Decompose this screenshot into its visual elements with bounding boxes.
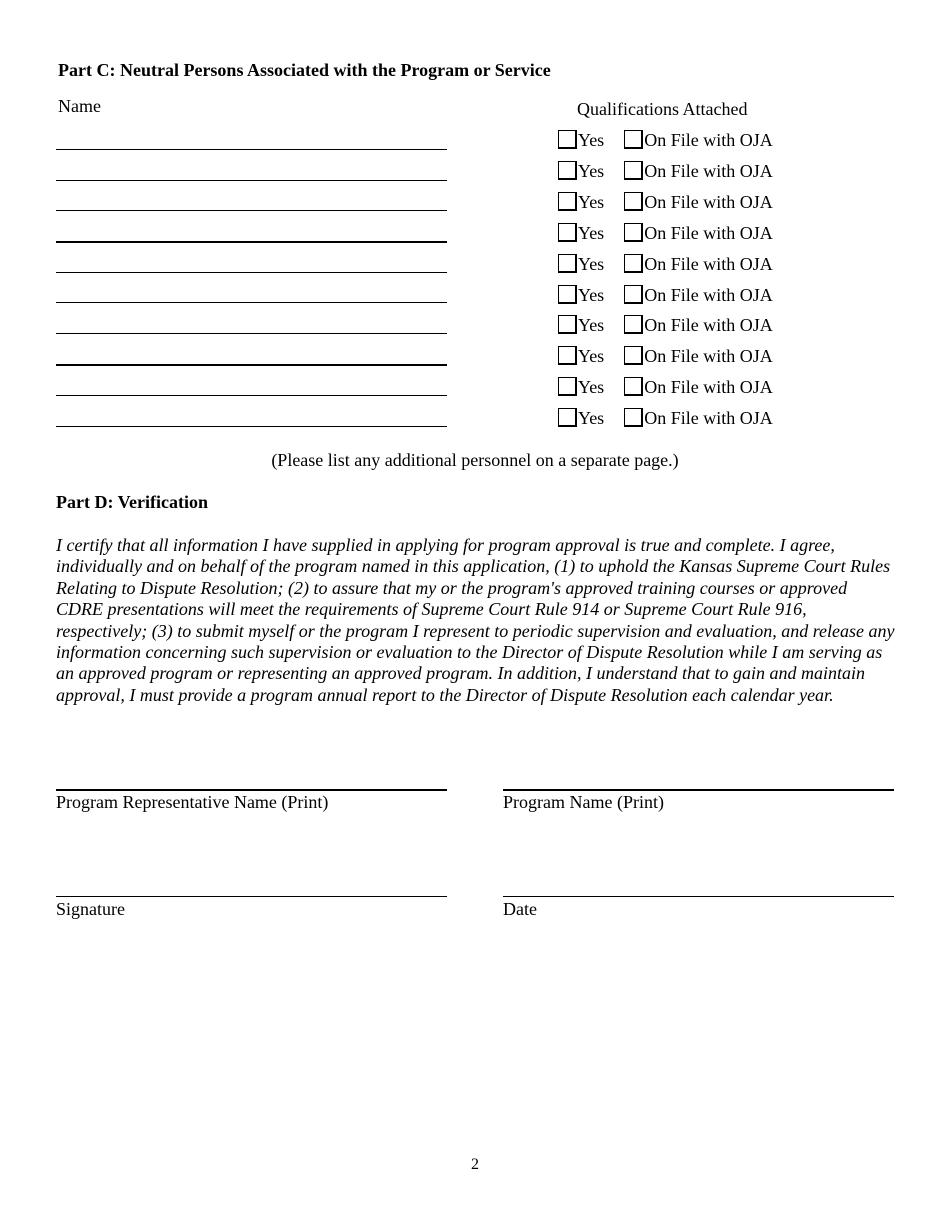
qualification-row	[558, 312, 773, 334]
yes-label: Yes	[578, 285, 605, 305]
yes-checkbox[interactable]	[558, 161, 577, 180]
yes-checkbox[interactable]	[558, 315, 577, 334]
yes-label: Yes	[578, 377, 605, 397]
on-file-label: On File with OJA	[644, 315, 773, 335]
yes-checkbox[interactable]	[558, 254, 577, 273]
yes-checkbox[interactable]	[558, 377, 577, 396]
yes-label: Yes	[578, 346, 605, 366]
on-file-checkbox[interactable]	[624, 285, 643, 304]
signature-line[interactable]	[56, 896, 447, 897]
yes-checkbox[interactable]	[558, 408, 577, 427]
qualification-row	[558, 282, 773, 304]
program-name-line[interactable]	[503, 789, 894, 791]
on-file-checkbox[interactable]	[624, 161, 643, 180]
qualification-row	[558, 220, 773, 242]
name-line[interactable]	[56, 426, 447, 427]
qualifications-column-header: Qualifications Attached	[577, 99, 748, 119]
qualification-row	[558, 127, 773, 149]
yes-label: Yes	[578, 315, 605, 335]
on-file-checkbox[interactable]	[624, 315, 643, 334]
yes-checkbox[interactable]	[558, 192, 577, 211]
name-line[interactable]	[56, 180, 447, 181]
name-line[interactable]	[56, 364, 447, 366]
on-file-checkbox[interactable]	[624, 254, 643, 273]
signature-label: Signature	[56, 899, 125, 919]
on-file-label: On File with OJA	[644, 223, 773, 243]
name-line[interactable]	[56, 210, 447, 211]
yes-checkbox[interactable]	[558, 130, 577, 149]
on-file-label: On File with OJA	[644, 192, 773, 212]
yes-label: Yes	[578, 408, 605, 428]
name-line[interactable]	[56, 272, 447, 273]
yes-label: Yes	[578, 130, 605, 150]
qualification-row	[558, 374, 773, 396]
additional-personnel-note: (Please list any additional personnel on a separate page.)	[271, 450, 679, 470]
rep-name-label: Program Representative Name (Print)	[56, 792, 329, 812]
name-column-header: Name	[58, 96, 101, 116]
part-d-heading: Part D: Verification	[56, 492, 208, 512]
name-line[interactable]	[56, 333, 447, 334]
on-file-label: On File with OJA	[644, 346, 773, 366]
name-line[interactable]	[56, 302, 447, 303]
qualification-row	[558, 189, 773, 211]
name-line[interactable]	[56, 395, 447, 396]
on-file-checkbox[interactable]	[624, 346, 643, 365]
rep-name-line[interactable]	[56, 789, 447, 791]
date-line[interactable]	[503, 896, 894, 897]
on-file-checkbox[interactable]	[624, 130, 643, 149]
yes-checkbox[interactable]	[558, 346, 577, 365]
part-c-heading: Part C: Neutral Persons Associated with the Program or Service	[58, 60, 551, 80]
on-file-label: On File with OJA	[644, 285, 773, 305]
on-file-checkbox[interactable]	[624, 223, 643, 242]
name-line[interactable]	[56, 241, 447, 243]
on-file-checkbox[interactable]	[624, 377, 643, 396]
certification-paragraph: I certify that all information I have supplied in applying for program approval is true and complete. I agree, individually and on behalf of the program named in this application, (1) to uphold the Kansas Supreme Court Rules Relating to Dispute Resolution; (2) to assure that my or the program's approved training courses or approved CDRE presentations will meet the requirements of Supreme Court Rule 914 or Supreme Court Rule 916, respectively; (3) to submit myself or the program I represent to periodic supervision and evaluation, and release any information concerning such supervision or evaluation to the Director of Dispute Resolution while I am serving as an approved program or representing an approved program. In addition, I understand that to gain and maintain approval, I must provide a program annual report to the Director of Dispute Resolution each calendar year.	[56, 535, 895, 705]
on-file-label: On File with OJA	[644, 130, 773, 150]
page-number: 2	[471, 1156, 479, 1173]
qualification-row	[558, 251, 773, 273]
name-line[interactable]	[56, 149, 447, 150]
on-file-label: On File with OJA	[644, 161, 773, 181]
qualification-row	[558, 343, 773, 365]
qualification-row	[558, 405, 773, 427]
yes-label: Yes	[578, 161, 605, 181]
program-name-label: Program Name (Print)	[503, 792, 664, 812]
date-label: Date	[503, 899, 537, 919]
on-file-checkbox[interactable]	[624, 408, 643, 427]
yes-checkbox[interactable]	[558, 285, 577, 304]
on-file-label: On File with OJA	[644, 377, 773, 397]
yes-label: Yes	[578, 223, 605, 243]
on-file-label: On File with OJA	[644, 408, 773, 428]
yes-checkbox[interactable]	[558, 223, 577, 242]
yes-label: Yes	[578, 254, 605, 274]
yes-label: Yes	[578, 192, 605, 212]
qualification-row	[558, 158, 773, 180]
on-file-label: On File with OJA	[644, 254, 773, 274]
on-file-checkbox[interactable]	[624, 192, 643, 211]
